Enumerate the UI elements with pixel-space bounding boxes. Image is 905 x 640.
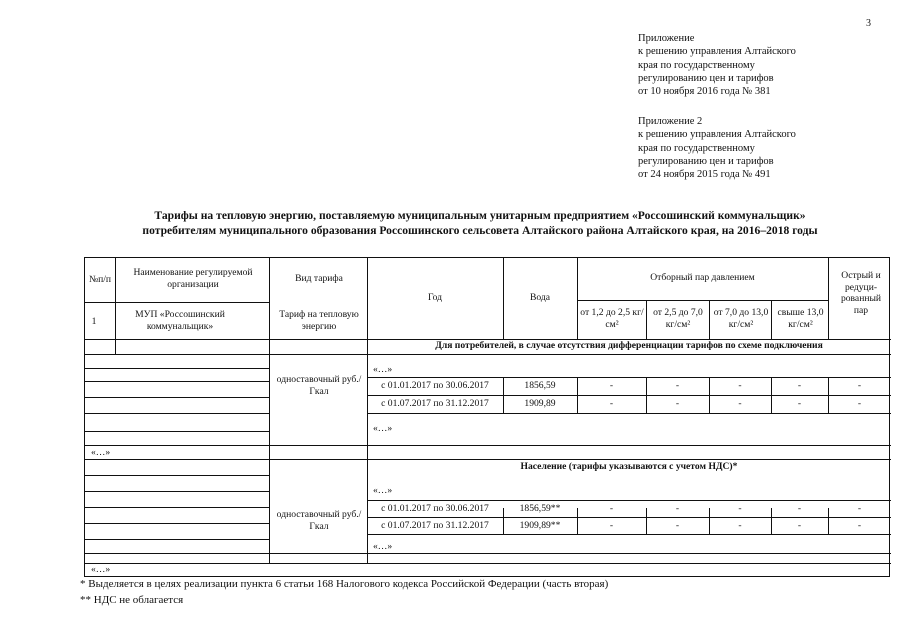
title-line-2: потребителям муниципального образования Россошинского сельсовета Алтайского района Алтайского края, на 2016–2018 годы — [142, 223, 818, 237]
steam-cell: - — [738, 398, 742, 409]
grid-line — [367, 395, 891, 396]
footnote-2: ** НДС не облагается — [80, 594, 184, 606]
appendix-line: от 24 ноября 2015 года № 491 — [638, 169, 771, 181]
grid-line — [85, 413, 269, 414]
steam-cell: - — [609, 503, 614, 514]
ellipsis: «…» — [373, 364, 393, 375]
appendix-line: Приложение — [638, 33, 695, 44]
ellipsis: «…» — [91, 564, 111, 575]
grid-line — [367, 500, 891, 501]
steam-cell: - — [857, 520, 862, 531]
grid-line — [85, 553, 891, 554]
steam-cell: - — [797, 520, 802, 531]
period-cell: с 01.07.2017 по 31.12.2017 — [381, 398, 489, 409]
grid-line — [85, 523, 269, 524]
appendix-note-1 — [638, 32, 796, 98]
grid-line — [646, 300, 647, 339]
header-steam-col-1: от 1,2 до 2,5 кг/см² — [580, 307, 644, 330]
steam-cell: - — [675, 520, 680, 531]
steam-cell: - — [609, 398, 614, 409]
grid-line — [85, 459, 891, 460]
tariff-label-2: одноставочный руб./Гкал — [276, 509, 362, 532]
header-year: Год — [427, 292, 443, 303]
header-steam-col-3: от 7,0 до 13,0 кг/см² — [713, 307, 769, 330]
steam-cell: - — [609, 520, 614, 531]
grid-line — [85, 431, 269, 432]
header-water: Вода — [529, 292, 551, 303]
grid-line — [367, 517, 891, 518]
appendix-note-2 — [638, 115, 796, 181]
row-number: 1 — [91, 316, 97, 327]
period-cell: с 01.01.2017 по 30.06.2017 — [381, 503, 489, 514]
section-heading-2: Население (тарифы указываются с учетом НДС)* — [520, 461, 738, 472]
steam-cell: - — [857, 380, 862, 391]
section-heading-1: Для потребителей, в случае отсутствия дифференциации тарифов по схеме подключения — [435, 340, 823, 351]
grid-line — [85, 397, 269, 398]
tariff-label-1: одноставочный руб./Гкал — [276, 374, 362, 397]
water-cell: 1856,59 — [524, 380, 556, 391]
grid-line — [367, 413, 891, 414]
appendix-line: от 10 ноября 2016 года № 381 — [638, 86, 771, 98]
steam-cell: - — [797, 380, 802, 391]
header-sharp-steam: Острый и редуци-рованный пар — [840, 270, 882, 316]
grid-line — [85, 563, 891, 564]
tariff-name: Тариф на тепловую энергию — [279, 309, 359, 332]
grid-line — [828, 258, 829, 339]
period-cell: с 01.07.2017 по 31.12.2017 — [381, 520, 489, 531]
header-org: Наименование регулируемой организации — [133, 267, 253, 290]
title-line-1: Тарифы на тепловую энергию, поставляемую муниципальным унитарным предприятием «Россошинский коммунальщик» — [154, 209, 806, 222]
water-cell: 1856,59** — [519, 503, 561, 514]
ellipsis: «…» — [91, 447, 111, 458]
grid-line — [367, 377, 891, 378]
water-cell: 1909,89 — [524, 398, 556, 409]
tariff-table — [84, 257, 890, 577]
period-cell: с 01.01.2017 по 30.06.2017 — [381, 380, 489, 391]
steam-cell: - — [609, 380, 614, 391]
steam-cell: - — [738, 380, 742, 391]
grid-line — [577, 300, 828, 301]
water-cell: 1909,89** — [519, 520, 561, 531]
header-steam: Отборный пар давлением — [650, 272, 755, 283]
grid-line — [269, 258, 270, 563]
header-tariff-type: Вид тарифа — [295, 273, 343, 284]
grid-line — [577, 258, 578, 339]
appendix-line: к решению управления Алтайского — [638, 46, 796, 58]
steam-cell: - — [797, 503, 802, 514]
header-steam-col-4: свыше 13,0 кг/см² — [777, 307, 824, 330]
steam-cell: - — [857, 503, 862, 514]
grid-line — [85, 475, 269, 476]
grid-line — [85, 354, 891, 355]
steam-cell: - — [857, 398, 862, 409]
ellipsis: «…» — [373, 541, 393, 552]
grid-line — [85, 368, 269, 369]
ellipsis: «…» — [373, 485, 393, 496]
appendix-line: края по государственному — [638, 142, 755, 154]
appendix-line: края по государственному — [638, 59, 755, 71]
grid-line — [85, 491, 269, 492]
organization-name: МУП «Россошинский коммунальщик» — [135, 309, 225, 332]
page-number: 3 — [866, 18, 871, 29]
ellipsis: «…» — [373, 423, 393, 434]
header-steam-col-2: от 2,5 до 7,0 кг/см² — [653, 307, 703, 330]
steam-cell: - — [738, 520, 742, 531]
grid-line — [709, 300, 710, 339]
grid-line — [85, 445, 891, 446]
appendix-line: Приложение 2 — [638, 116, 703, 127]
footnote-1: * Выделяется в целях реализации пункта 6 статьи 168 Налогового кодекса Российской Федерации (часть вторая) — [80, 578, 609, 590]
appendix-line: к решению управления Алтайского — [638, 129, 796, 141]
steam-cell: - — [675, 503, 680, 514]
document-title — [60, 209, 900, 238]
steam-cell: - — [675, 380, 680, 391]
grid-line — [85, 381, 269, 382]
steam-cell: - — [797, 398, 802, 409]
grid-line — [85, 302, 269, 303]
steam-cell: - — [738, 503, 742, 514]
appendix-line: регулированию цен и тарифов — [638, 72, 774, 84]
appendix-line: регулированию цен и тарифов — [638, 155, 774, 167]
grid-line — [85, 507, 269, 508]
grid-line — [771, 300, 772, 339]
grid-line — [367, 534, 891, 535]
grid-line — [85, 539, 269, 540]
header-num: №п/п — [88, 274, 112, 285]
steam-cell: - — [675, 398, 680, 409]
